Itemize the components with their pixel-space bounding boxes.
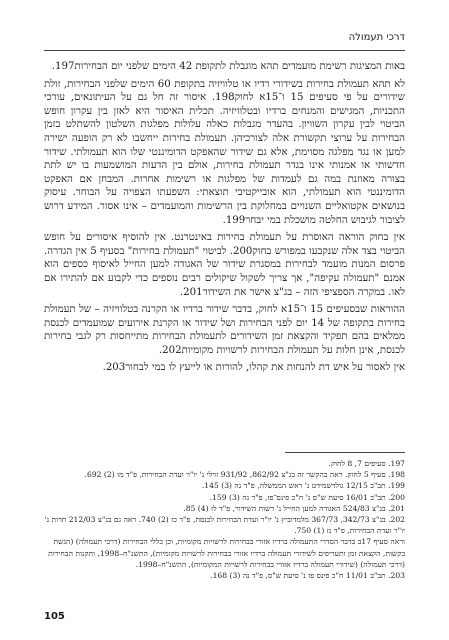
footnote: 201. בג"צ 524/83 האגודה למען החייל נ' רשות השידור, פ"ד לז (4) 85. (183, 503, 405, 513)
paragraph: ההוראות שבסעיפים 15 ו־15א לחוק, בדבר שידור ברדיו או הקרנה בטלוויזיה – של תעמולת בחירות בתקופה של 14 יום לפני הבחירות ושל שידור או הקרנת אירועים שמועמדים לכנסת ממלאים בהם תפקיד והקצאת זמן השידורים לתעמולת הבחירות מתייחסות רק לגבי בחירות לכנסת, אינן חלות על תעמולת הבחירות לרשויות מקומיות202. (44, 304, 405, 356)
footnote: 203. תב"ב 11/01 ח"כ פינס פז נ' סיעת ש"ס, פ"ד נה (3) 168. (210, 571, 405, 581)
footnote: וראה סעיף 17ב בדבר הסדרי התעמולה ברדיו אזורי בבחירות לרשויות מקומיות, וכן כללי הבחירות (דרכי תעמולה) (הגשת בקשות, הקצאת זמן ותעריפים לשידורי תעמולה ברדיו אזורי בבחירות לרשויות מקומיות), התשנ"ח–1998, ותקנות הבחירות (דרכי תעמולה) (שידורי תעמולה ברדיו אזורי בבחירות לרשויות המקומיות), התשנ"ח–1998. (48, 537, 405, 569)
paragraph: אין בחוק הוראה האוסרת על תעמולת בחירות באינטרנט. אין להוסיף איסורים על חופש הביטוי בצד אלה שנקבעו במפורש בחוק200. לביטוי "תעמולת בחירות" בסעיף 5 אין הגדרה. פרסום המנות מועמד לבחירות במסגרת שידור של האגודה למען החייל לאיסוף כספים הוא אמנם "תעמולה עקיפה", אך צריך לשקול שיקולים רבים נוספים כדי לקבוע אם להתירו אם לאו. במקרה הספציפי הזה – בג"צ אישר את השידור201. (44, 232, 405, 298)
header-divider (44, 50, 405, 51)
running-header: דרכי תעמולה (348, 32, 405, 43)
footnotes (44, 458, 405, 581)
main-text (44, 60, 405, 379)
paragraph: אין לאסור על איש דת להנחות את קהלו, להורות או לייעץ לו במי לבחור203. (102, 362, 405, 374)
footnote-divider (285, 452, 405, 453)
page-number: 105 (44, 611, 65, 622)
footnote: 197. סעיפים 7, 8 לחוק. (328, 459, 405, 468)
footnote: 200. תב"ב 16/01 סיעת ש"ס נ' ח"כ פינס־פז, פ"ד נה (3) 159. (209, 492, 405, 502)
footnote: 202. בג"צ 342/73, 367/73 מלמדוביץ נ' יו"ר ועדת הבחירות לכנסת, פ"ד כז (2) 740. ראה גם בג"צ 212/03 חרות נ' יו"ר ועדת הבחירות, פ"ד נז (1) 750. (44, 515, 405, 536)
paragraph: לא תהא תעמולת בחירות בשידורי רדיו או טלוויזיה בתקופת 60 הימים שלפני הבחירות, זולת שידורים על פי סעיפים 15 ו־15א לחוק198. איסור זה חל גם על העיתונאים, עורכי התכניות, המגישים והמנחים ברדיו ובטלוויזיה. תכלית האיסור היא לאזן בין עקרון חופש הביטוי לבין עקרון השוויון. בהעדר מגבלות כאלה עלולות מפלגות השלטון להשתלט בזמן הבחירות על ערוצי תקשורת אלה לצורכיהן. תעמולת בחירות ייחשבו לא רק הופעה ישירה למען או נגד מפלגה מסוימת, אלא גם שידור שהאפקט הדומיננטי שלו הוא תעמולתי. שידור חדשותי או אמנותי אינו בגדר תעמולת בחירות, אולם בין הדעות המושמעות בו יש לתת בצורה מאוזנת במה גם לעמדות של מפלגות או רשימות אחרות. המבחן אם האפקט הדומיננטי הוא תעמולתי, הוא אובייקטיבי תוצאתי: השפעתו הצפויה על הבוחר. עיסוק בנושאים אקטואליים השנויים במחלוקת בין הרשימות והמועמדים – אינו אסור. המידע דרוש לציבור לגיבוש החלטה מושכלת במי יבחר199. (44, 78, 406, 226)
footnote: 199. תב"ב 12/15 גולדשמידט נ' ראש הממשלה, פ"ד נה (3) 145. (201, 481, 405, 491)
paragraph: באות המציגות רשימת מועמדים תהא מוגבלת לתקופת 42 הימים שלפני יום הבחירות197. (51, 61, 405, 72)
footnote: 198. סעיף 5 לחוק. ראה בהקשר זה בג"צ 862/92, 931/92 זוילי נ' יו"ר ועדת הבחירות, פ"ד מו (2) 692. (84, 470, 405, 480)
